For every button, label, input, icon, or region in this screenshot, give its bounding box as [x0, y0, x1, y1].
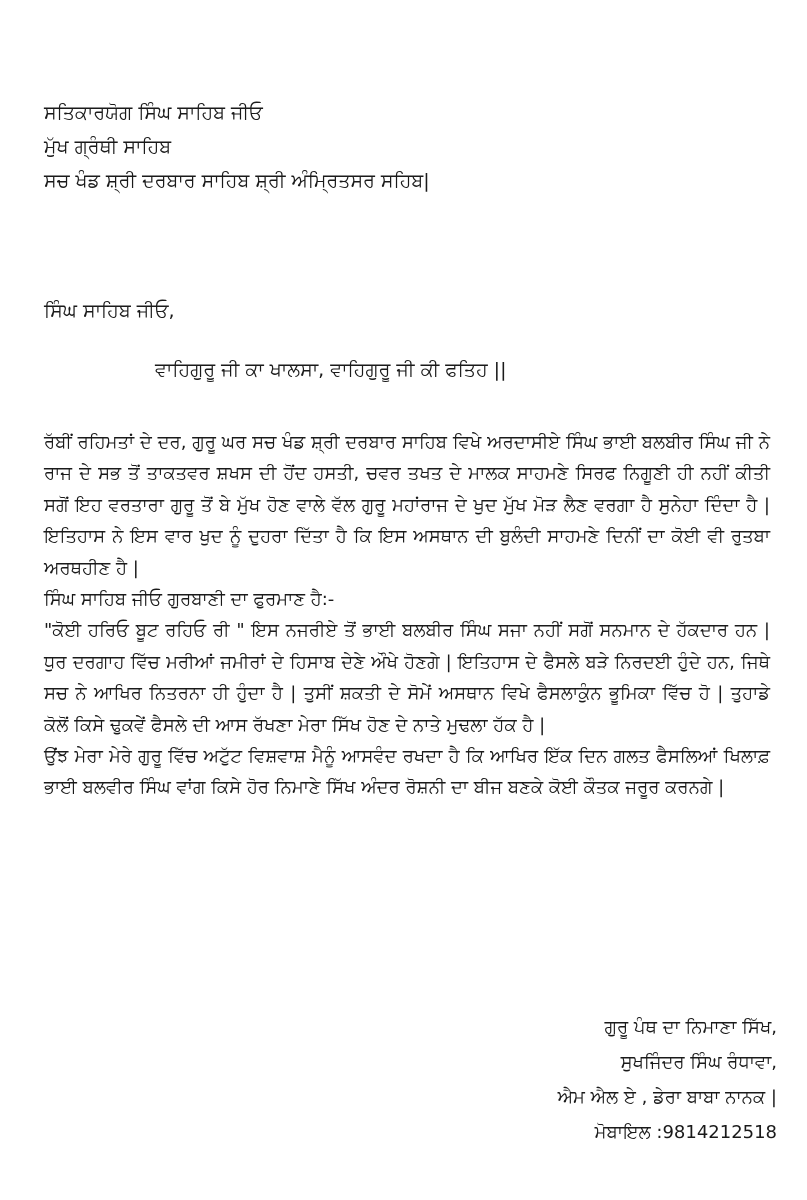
addressee-line: ਮੁੱਖ ਗ੍ਰੰਥੀ ਸਾਹਿਬ	[44, 136, 172, 158]
letter-body	[44, 427, 770, 804]
signature-line: ਗੁਰੂ ਪੰਥ ਦਾ ਨਿਮਾਣਾ ਸਿੱਖ,	[604, 1017, 777, 1038]
addressee-block	[44, 96, 430, 198]
signature-title: ਐਮ ਐਲ ਏ , ਡੇਰਾ ਬਾਬਾ ਨਾਨਕ |	[557, 1087, 777, 1108]
body-paragraph: ਰੱਬੀਂ ਰਹਿਮਤਾਂ ਦੇ ਦਰ, ਗੁਰੂ ਘਰ ਸਚ ਖੰਡ ਸ਼੍ਰੀ ਦਰਬਾਰ ਸਾਹਿਬ ਵਿਖੇ ਅਰਦਾਸੀਏ ਸਿੰਘ ਭਾਈ ਬਲਬੀਰ ਸਿੰਘ ਜੀ ਨੇ ਰਾਜ ਦੇ ਸਭ ਤੋਂ ਤਾਕਤਵਰ ਸ਼ਖਸ ਦੀ ਹੋਂਦ ਹਸਤੀ, ਚਵਰ ਤਖਤ ਦੇ ਮਾਲਕ ਸਾਹਮਣੇ ਸਿਰਫ ਨਿਗੂਣੀ ਹੀ ਨਹੀਂ ਕੀਤੀ ਸਗੋਂ ਇਹ ਵਰਤਾਰਾ ਗੁਰੂ ਤੋਂ ਬੇ ਮੁੱਖ ਹੋਣ ਵਾਲੇ ਵੱਲ ਗੁਰੂ ਮਹਾਂਰਾਜ ਦੇ ਖੁਦ ਮੁੱਖ ਮੋੜ ਲੈਣ ਵਰਗਾ ਹੈ ਸੁਨੇਹਾ ਦਿੰਦਾ ਹੈ | ਇਤਿਹਾਸ ਨੇ ਇਸ ਵਾਰ ਖੁਦ ਨੂੰ ਦੁਹਰਾ ਦਿੱਤਾ ਹੈ ਕਿ ਇਸ ਅਸਥਾਨ ਦੀ ਬੁਲੰਦੀ ਸਾਹਮਣੇ ਦਿਨੀਂ ਦਾ ਕੋਈ ਵੀ ਰੁਤਬਾ ਅਰਥਹੀਣ ਹੈ |	[44, 432, 770, 579]
body-paragraph: "ਕੋਈ ਹਰਿਓ ਬੂਟ ਰਹਿਓ ਰੀ " ਇਸ ਨਜਰੀਏ ਤੋਂ ਭਾਈ ਬਲਬੀਰ ਸਿੰਘ ਸਜਾ ਨਹੀਂ ਸਗੋਂ ਸਨਮਾਨ ਦੇ ਹੱਕਦਾਰ ਹਨ | ਧੁਰ ਦਰਗਾਹ ਵਿੱਚ ਮਰੀਆਂ ਜਮੀਰਾਂ ਦੇ ਹਿਸਾਬ ਦੇਣੇ ਔਖੇ ਹੋਣਗੇ | ਇਤਿਹਾਸ ਦੇ ਫੈਸਲੇ ਬੜੇ ਨਿਰਦਈ ਹੁੰਦੇ ਹਨ, ਜਿਥੇ ਸਚ ਨੇ ਆਖਿਰ ਨਿਤਰਨਾ ਹੀ ਹੁੰਦਾ ਹੈ | ਤੁਸੀਂ ਸ਼ਕਤੀ ਦੇ ਸੋਮੇਂ ਅਸਥਾਨ ਵਿਖੇ ਫੈਸਲਾਕੁੰਨ ਭੂਮਿਕਾ ਵਿੱਚ ਹੋ | ਤੁਹਾਡੇ ਕੋਲੋਂ ਕਿਸੇ ਢੁਕਵੇਂ ਫੈਸਲੇ ਦੀ ਆਸ ਰੱਖਣਾ ਮੇਰਾ ਸਿੱਖ ਹੋਣ ਦੇ ਨਾਤੇ ਮੁਢਲਾ ਹੱਕ ਹੈ |	[44, 620, 770, 736]
body-paragraph: ਉਂਝ ਮੇਰਾ ਮੇਰੇ ਗੁਰੂ ਵਿੱਚ ਅਟੁੱਟ ਵਿਸ਼ਵਾਸ਼ ਮੈਨੂੰ ਆਸਵੰਦ ਰਖਦਾ ਹੈ ਕਿ ਆਖਿਰ ਇੱਕ ਦਿਨ ਗਲਤ ਫੈਸਲਿਆਂ ਖਿਲਾਫ਼ ਭਾਈ ਬਲਵੀਰ ਸਿੰਘ ਵਾਂਗ ਕਿਸੇ ਹੋਰ ਨਿਮਾਣੇ ਸਿੱਖ ਅੰਦਰ ਰੋਸ਼ਨੀ ਦਾ ਬੀਜ ਬਣਕੇ ਕੋਈ ਕੌਤਕ ਜਰੂਰ ਕਰਨਗੇ |	[44, 746, 770, 799]
addressee-line: ਸਚ ਖੰਡ ਸ਼੍ਰੀ ਦਰਬਾਰ ਸਾਹਿਬ ਸ਼੍ਰੀ ਅੰਮ੍ਰਿਤਸਰ ਸਹਿਬ|	[44, 170, 430, 192]
signature-phone: ਮੋਬਾਇਲ :9814212518	[594, 1122, 777, 1143]
salutation: ਸਿੰਘ ਸਾਹਿਬ ਜੀਓ,	[44, 300, 175, 322]
greeting: ਵਾਹਿਗੁਰੂ ਜੀ ਕਾ ਖਾਲਸਾ, ਵਾਹਿਗੁਰੂ ਜੀ ਕੀ ਫਤਿਹ ||	[155, 359, 507, 381]
signature-name: ਸੁਖਜਿੰਦਰ ਸਿੰਘ ਰੰਧਾਵਾ,	[620, 1052, 777, 1073]
body-paragraph: ਸਿੰਘ ਸਾਹਿਬ ਜੀਓ ਗੁਰਬਾਣੀ ਦਾ ਫੁਰਮਾਣ ਹੈ:-	[44, 589, 335, 611]
addressee-line: ਸਤਿਕਾਰਯੋਗ ਸਿੰਘ ਸਾਹਿਬ ਜੀਓ	[44, 102, 263, 124]
signature-block	[558, 1010, 777, 1150]
